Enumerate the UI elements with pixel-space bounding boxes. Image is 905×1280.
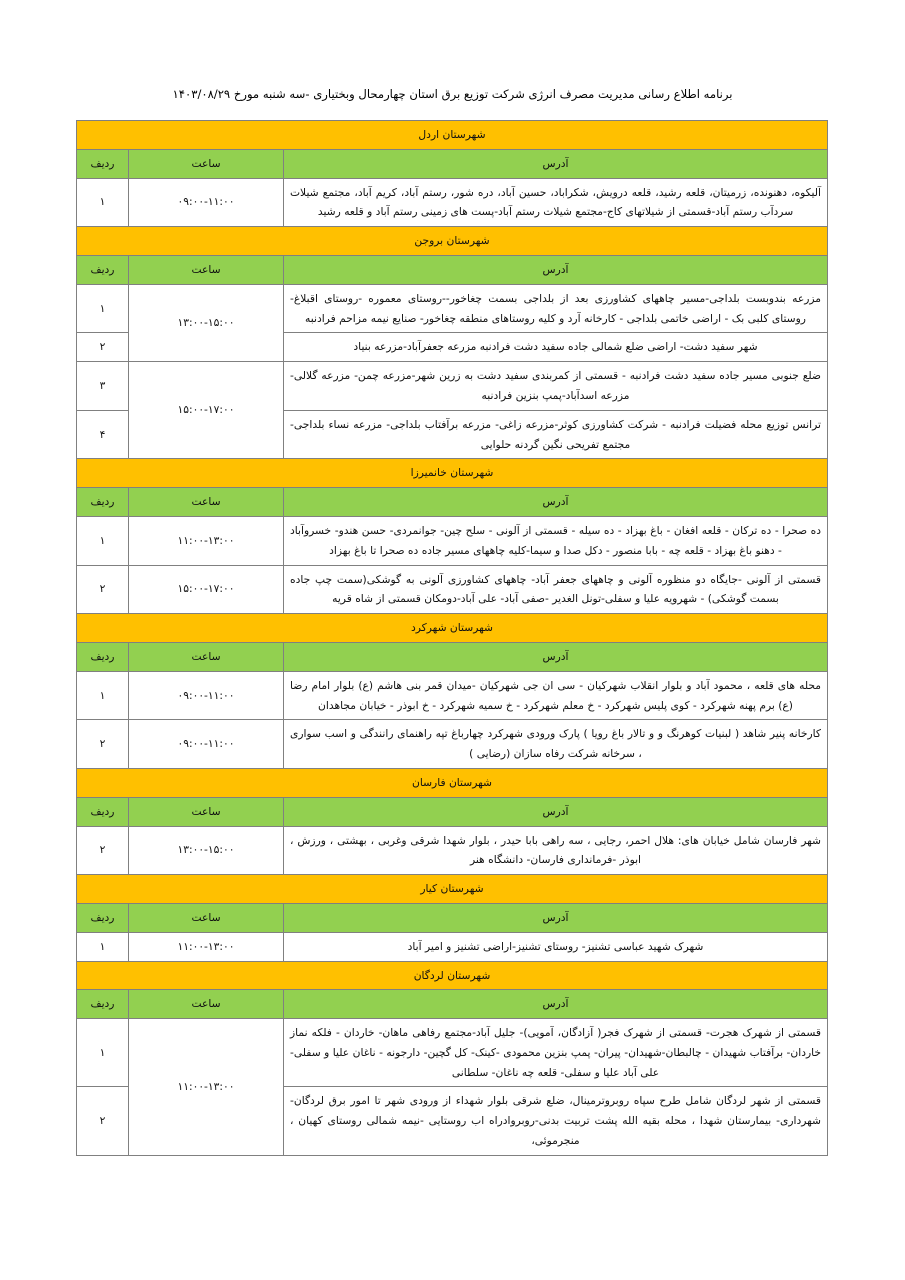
county-header: شهرستان اردل: [76, 121, 827, 150]
county-header: شهرستان شهرکرد: [76, 614, 827, 643]
row-number-cell: ۱: [76, 516, 128, 565]
time-cell: ۰۹:۰۰-۱۱:۰۰: [129, 178, 284, 227]
column-header-address: آدرس: [284, 488, 828, 517]
county-header-row: [76, 459, 827, 488]
table-row: [76, 362, 827, 411]
time-cell: ۰۹:۰۰-۱۱:۰۰: [129, 720, 284, 769]
row-number-cell: ۲: [76, 1087, 128, 1155]
schedule-table-body: [76, 121, 827, 1156]
column-header-row: [76, 149, 827, 178]
time-cell: ۱۵:۰۰-۱۷:۰۰: [129, 565, 284, 614]
table-row: [76, 932, 827, 961]
column-header-row-number: ردیف: [76, 990, 128, 1019]
schedule-table-container: [77, 120, 828, 1156]
county-header: شهرستان کیار: [76, 875, 827, 904]
address-cell: قسمتی از آلونی -جایگاه دو منظوره آلونی و چاههای جعفر آباد- چاههای کشاورزی آلونی به گوشکی(سمت چپ جاده بسمت گوشکی) - شهرویه علیا و سفلی-تونل الغدیر -صفی آباد- علی آباد-دومکان قسمتی از شاه قریه: [284, 565, 828, 614]
column-header-address: آدرس: [284, 903, 828, 932]
address-cell: مزرعه بندوبست بلداجی-مسیر چاههای کشاورزی بعد از بلداجی بسمت چغاخور--روستای معموره -روستای اقبلاغ-روستای کلبی بک - اراضی خاتمی بلداجی - کارخانه آرد و کلیه روستاهای منطقه چغاخور- صنایع نیمه مزاحم فرادنبه: [284, 284, 828, 333]
column-header-row: [76, 903, 827, 932]
column-header-row-number: ردیف: [76, 903, 128, 932]
address-cell: ترانس توزیع محله فضیلت فرادنبه - شرکت کشاورزی کوثر-مزرعه زاغی- مزرعه برآفتاب بلداجی- مزرعه نساء بلداجی-مجتمع تفریحی نگین گردنه حلوایی: [284, 410, 828, 459]
address-cell: کارخانه پنیر شاهد ( لبنیات کوهرنگ و و تالار باغ رویا ) پارک ورودی شهرکرد چهارباغ تپه راهنمای رانندگی و اسب سواری ، سرخانه شرکت رفاه سازان (رضایی ): [284, 720, 828, 769]
row-number-cell: ۲: [76, 720, 128, 769]
column-header-row: [76, 797, 827, 826]
table-row: [76, 1019, 827, 1087]
county-header-row: [76, 961, 827, 990]
address-cell: شهرک شهید عباسی تشنیز- روستای تشنیز-اراضی تشنیز و امیر آباد: [284, 932, 828, 961]
address-cell: شهر فارسان شامل خیابان های: هلال احمر، رجایی ، سه راهی بابا حیدر ، بلوار شهدا شرقی وغربی ، بهشتی ، ورزش ، ابوذر -فرمانداری فارسان- دانشگاه هنر: [284, 826, 828, 875]
address-cell: ضلع جنوبی مسیر جاده سفید دشت فرادنبه - قسمتی از کمربندی سفید دشت به زرین شهر-مزرعه چمن- مزرعه گلالی-مزرعه اسدآباد-پمپ بنزین فرادنبه: [284, 362, 828, 411]
column-header-time: ساعت: [129, 255, 284, 284]
row-number-cell: ۱: [76, 178, 128, 227]
county-header-row: [76, 121, 827, 150]
row-number-cell: ۲: [76, 333, 128, 362]
table-row: [76, 826, 827, 875]
column-header-time: ساعت: [129, 990, 284, 1019]
column-header-time: ساعت: [129, 488, 284, 517]
column-header-address: آدرس: [284, 255, 828, 284]
time-cell: ۱۳:۰۰-۱۵:۰۰: [129, 284, 284, 361]
row-number-cell: ۴: [76, 410, 128, 459]
column-header-address: آدرس: [284, 642, 828, 671]
time-cell: ۱۱:۰۰-۱۳:۰۰: [129, 516, 284, 565]
table-row: [76, 720, 827, 769]
table-row: [76, 565, 827, 614]
column-header-row: [76, 642, 827, 671]
time-cell: ۱۱:۰۰-۱۳:۰۰: [129, 1019, 284, 1156]
county-header-row: [76, 227, 827, 256]
time-cell: ۱۳:۰۰-۱۵:۰۰: [129, 826, 284, 875]
column-header-row-number: ردیف: [76, 488, 128, 517]
column-header-time: ساعت: [129, 797, 284, 826]
row-number-cell: ۱: [76, 671, 128, 720]
column-header-address: آدرس: [284, 797, 828, 826]
county-header-row: [76, 614, 827, 643]
column-header-address: آدرس: [284, 990, 828, 1019]
address-cell: محله های قلعه ، محمود آباد و بلوار انقلاب شهرکیان - سی ان جی شهرکیان -میدان قمر بنی هاشم (ع) بلوار امام رضا (ع) برم پهنه شهرکرد - کوی پلیس شهرکرد - خ معلم شهرکرد - خ سمیه شهرکرد - خ ابوذر - خیابان مجاهدان: [284, 671, 828, 720]
column-header-row-number: ردیف: [76, 149, 128, 178]
time-cell: ۱۱:۰۰-۱۳:۰۰: [129, 932, 284, 961]
column-header-row-number: ردیف: [76, 642, 128, 671]
row-number-cell: ۱: [76, 932, 128, 961]
column-header-time: ساعت: [129, 903, 284, 932]
column-header-row: [76, 990, 827, 1019]
column-header-row: [76, 255, 827, 284]
county-header-row: [76, 768, 827, 797]
address-cell: شهر سفید دشت- اراضی ضلع شمالی جاده سفید دشت فرادنبه مزرعه جعفرآباد-مزرعه بنیاد: [284, 333, 828, 362]
column-header-row: [76, 488, 827, 517]
row-number-cell: ۲: [76, 565, 128, 614]
address-cell: قسمتی از شهرک هجرت- قسمتی از شهرک فجر( آزادگان، آمویی)- جلیل آباد-مجتمع رفاهی ماهان- خاردان - فلکه نماز خاردان- برآفتاب شهیدان - چالبطان-شهیدان- پیران- پمپ بنزین محمودی -کینک- کل گچین- دارجونه - ناغان علیا و سفلی- علی آباد علیا و سفلی- قلعه چه ناغان- سلطانی: [284, 1019, 828, 1087]
row-number-cell: ۱: [76, 284, 128, 333]
column-header-row-number: ردیف: [76, 797, 128, 826]
column-header-address: آدرس: [284, 149, 828, 178]
county-header-row: [76, 875, 827, 904]
table-row: [76, 178, 827, 227]
table-row: [76, 671, 827, 720]
table-row: [76, 516, 827, 565]
address-cell: ده صحرا - ده ترکان - قلعه افغان - باغ بهزاد - ده سیله - قسمتی از آلونی - سلح چین- جوانمردی- حسن هندو- خسروآباد - دهنو باغ بهزاد - قلعه چه - بابا منصور - دکل صدا و سیما-کلیه چاههای مسیر جاده ده صحرا تا باغ بهزاد: [284, 516, 828, 565]
column-header-time: ساعت: [129, 149, 284, 178]
table-row: [76, 284, 827, 333]
county-header: شهرستان فارسان: [76, 768, 827, 797]
county-header: شهرستان لردگان: [76, 961, 827, 990]
county-header: شهرستان بروجن: [76, 227, 827, 256]
row-number-cell: ۱: [76, 1019, 128, 1087]
address-cell: قسمتی از شهر لردگان شامل طرح سپاه روبروترمینال، ضلع شرقی بلوار شهداء از ورودی شهر تا امور برق لردگان- شهرداری- بیمارستان شهدا ، محله بقیه الله پشت تربیت بدنی-روبروادراه اب روستایی -نیمه شمالی روستای کهیان ، منجرموئی،: [284, 1087, 828, 1155]
address-cell: آلیکوه، دهنونده، زرمیتان، قلعه رشید، قلعه درویش، شکراباد، حسین آباد، دره شور، رستم آباد، کریم آباد، مجتمع شیلات سردآب رستم آباد-قسمتی از شیلاتهای کاج-مجتمع شیلات رستم آباد-پست های زمینی رستم آباد و قلعه رشید: [284, 178, 828, 227]
outage-schedule-table: [76, 120, 828, 1156]
page-title: برنامه اطلاع رسانی مدیریت مصرف انرژی شرکت توزیع برق استان چهارمحال وبختیاری -سه شنبه مورخ ۱۴۰۳/۰۸/۲۹: [172, 87, 733, 101]
row-number-cell: ۳: [76, 362, 128, 411]
time-cell: ۰۹:۰۰-۱۱:۰۰: [129, 671, 284, 720]
row-number-cell: ۲: [76, 826, 128, 875]
time-cell: ۱۵:۰۰-۱۷:۰۰: [129, 362, 284, 459]
column-header-time: ساعت: [129, 642, 284, 671]
county-header: شهرستان خانمیرزا: [76, 459, 827, 488]
column-header-row-number: ردیف: [76, 255, 128, 284]
